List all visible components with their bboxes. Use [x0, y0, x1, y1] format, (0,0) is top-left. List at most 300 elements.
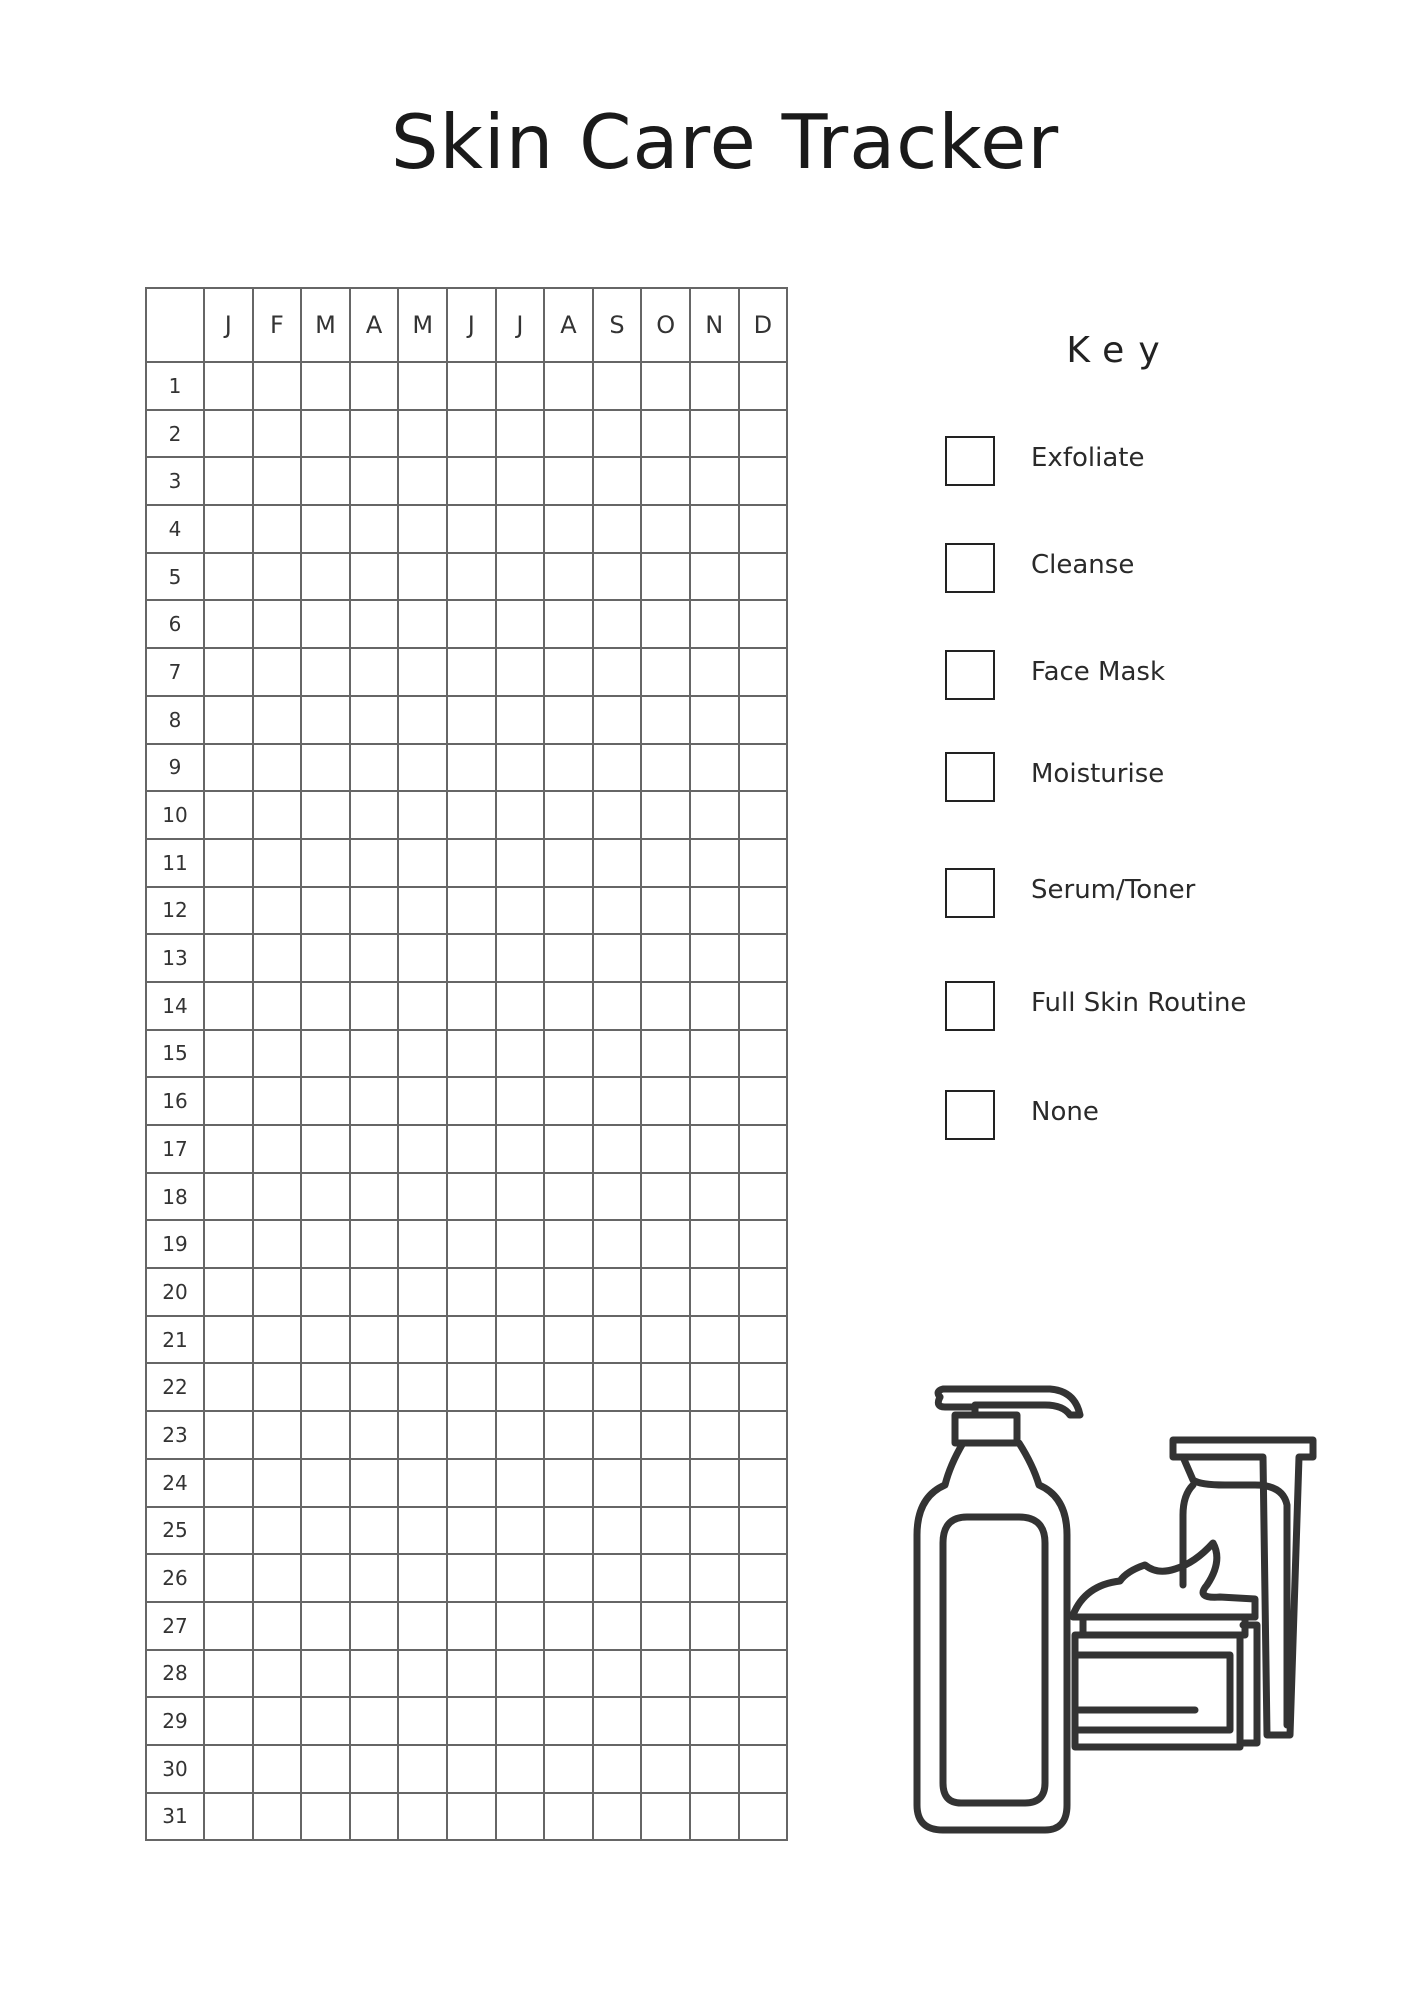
tracker-cell[interactable]: [593, 362, 642, 410]
tracker-cell[interactable]: [253, 1220, 302, 1268]
tracker-cell[interactable]: [204, 1125, 253, 1173]
tracker-cell[interactable]: [301, 505, 350, 553]
tracker-cell[interactable]: [398, 744, 447, 792]
tracker-cell[interactable]: [496, 553, 545, 601]
tracker-cell[interactable]: [301, 600, 350, 648]
tracker-cell[interactable]: [593, 1602, 642, 1650]
tracker-cell[interactable]: [739, 696, 788, 744]
tracker-cell[interactable]: [496, 1650, 545, 1698]
tracker-cell[interactable]: [447, 1650, 496, 1698]
tracker-cell[interactable]: [690, 1125, 739, 1173]
tracker-cell[interactable]: [544, 1220, 593, 1268]
tracker-cell[interactable]: [398, 934, 447, 982]
key-checkbox[interactable]: [945, 981, 995, 1031]
tracker-cell[interactable]: [204, 839, 253, 887]
tracker-cell[interactable]: [496, 600, 545, 648]
tracker-cell[interactable]: [204, 1459, 253, 1507]
tracker-cell[interactable]: [301, 696, 350, 744]
tracker-cell[interactable]: [398, 1459, 447, 1507]
tracker-cell[interactable]: [301, 1650, 350, 1698]
tracker-cell[interactable]: [739, 1554, 788, 1602]
tracker-cell[interactable]: [690, 982, 739, 1030]
tracker-cell[interactable]: [350, 1745, 399, 1793]
tracker-cell[interactable]: [641, 1697, 690, 1745]
tracker-cell[interactable]: [204, 982, 253, 1030]
tracker-cell[interactable]: [690, 1411, 739, 1459]
tracker-cell[interactable]: [398, 1077, 447, 1125]
tracker-cell[interactable]: [544, 410, 593, 458]
tracker-cell[interactable]: [350, 934, 399, 982]
tracker-cell[interactable]: [204, 791, 253, 839]
tracker-cell[interactable]: [398, 553, 447, 601]
tracker-cell[interactable]: [496, 1793, 545, 1841]
tracker-cell[interactable]: [544, 1316, 593, 1364]
tracker-cell[interactable]: [739, 1030, 788, 1078]
tracker-cell[interactable]: [350, 1220, 399, 1268]
tracker-cell[interactable]: [447, 1077, 496, 1125]
tracker-cell[interactable]: [690, 696, 739, 744]
tracker-cell[interactable]: [641, 887, 690, 935]
tracker-cell[interactable]: [739, 1411, 788, 1459]
tracker-cell[interactable]: [204, 600, 253, 648]
tracker-cell[interactable]: [447, 1220, 496, 1268]
tracker-cell[interactable]: [690, 600, 739, 648]
tracker-cell[interactable]: [496, 839, 545, 887]
tracker-cell[interactable]: [739, 744, 788, 792]
tracker-cell[interactable]: [253, 1697, 302, 1745]
tracker-cell[interactable]: [544, 648, 593, 696]
tracker-cell[interactable]: [593, 934, 642, 982]
tracker-cell[interactable]: [398, 1697, 447, 1745]
tracker-cell[interactable]: [641, 1316, 690, 1364]
tracker-cell[interactable]: [739, 1173, 788, 1221]
tracker-cell[interactable]: [301, 1268, 350, 1316]
tracker-cell[interactable]: [301, 553, 350, 601]
tracker-cell[interactable]: [204, 1650, 253, 1698]
tracker-cell[interactable]: [350, 362, 399, 410]
tracker-cell[interactable]: [641, 1125, 690, 1173]
tracker-cell[interactable]: [593, 839, 642, 887]
tracker-cell[interactable]: [496, 791, 545, 839]
tracker-cell[interactable]: [398, 1220, 447, 1268]
tracker-cell[interactable]: [253, 934, 302, 982]
tracker-cell[interactable]: [496, 1125, 545, 1173]
tracker-cell[interactable]: [253, 696, 302, 744]
tracker-cell[interactable]: [690, 410, 739, 458]
tracker-cell[interactable]: [593, 410, 642, 458]
tracker-cell[interactable]: [253, 1793, 302, 1841]
tracker-cell[interactable]: [641, 744, 690, 792]
tracker-cell[interactable]: [204, 934, 253, 982]
tracker-cell[interactable]: [690, 1268, 739, 1316]
tracker-cell[interactable]: [398, 1793, 447, 1841]
tracker-cell[interactable]: [739, 553, 788, 601]
tracker-cell[interactable]: [641, 1268, 690, 1316]
tracker-cell[interactable]: [350, 696, 399, 744]
tracker-cell[interactable]: [496, 1411, 545, 1459]
tracker-cell[interactable]: [544, 600, 593, 648]
tracker-cell[interactable]: [204, 1030, 253, 1078]
tracker-cell[interactable]: [350, 505, 399, 553]
tracker-cell[interactable]: [544, 505, 593, 553]
tracker-cell[interactable]: [690, 1030, 739, 1078]
tracker-cell[interactable]: [301, 1030, 350, 1078]
tracker-cell[interactable]: [544, 1030, 593, 1078]
tracker-cell[interactable]: [301, 791, 350, 839]
tracker-cell[interactable]: [398, 696, 447, 744]
tracker-cell[interactable]: [301, 410, 350, 458]
tracker-cell[interactable]: [690, 1650, 739, 1698]
tracker-cell[interactable]: [447, 1697, 496, 1745]
tracker-cell[interactable]: [544, 982, 593, 1030]
tracker-cell[interactable]: [204, 553, 253, 601]
tracker-cell[interactable]: [253, 1650, 302, 1698]
tracker-cell[interactable]: [204, 1554, 253, 1602]
tracker-cell[interactable]: [301, 934, 350, 982]
tracker-cell[interactable]: [350, 1030, 399, 1078]
tracker-cell[interactable]: [593, 1316, 642, 1364]
tracker-cell[interactable]: [496, 1459, 545, 1507]
tracker-cell[interactable]: [641, 1220, 690, 1268]
tracker-cell[interactable]: [350, 1411, 399, 1459]
tracker-cell[interactable]: [204, 362, 253, 410]
tracker-cell[interactable]: [398, 457, 447, 505]
tracker-cell[interactable]: [496, 457, 545, 505]
tracker-cell[interactable]: [690, 1459, 739, 1507]
tracker-cell[interactable]: [544, 1697, 593, 1745]
tracker-cell[interactable]: [350, 1268, 399, 1316]
tracker-cell[interactable]: [690, 1793, 739, 1841]
tracker-cell[interactable]: [447, 887, 496, 935]
tracker-cell[interactable]: [253, 1459, 302, 1507]
tracker-cell[interactable]: [350, 600, 399, 648]
tracker-cell[interactable]: [593, 1077, 642, 1125]
tracker-cell[interactable]: [690, 839, 739, 887]
tracker-cell[interactable]: [641, 791, 690, 839]
tracker-cell[interactable]: [253, 648, 302, 696]
tracker-cell[interactable]: [690, 457, 739, 505]
tracker-cell[interactable]: [253, 1316, 302, 1364]
tracker-cell[interactable]: [204, 1602, 253, 1650]
tracker-cell[interactable]: [690, 1363, 739, 1411]
tracker-cell[interactable]: [641, 1459, 690, 1507]
tracker-cell[interactable]: [593, 1030, 642, 1078]
tracker-cell[interactable]: [739, 1650, 788, 1698]
tracker-cell[interactable]: [496, 982, 545, 1030]
tracker-cell[interactable]: [739, 600, 788, 648]
tracker-cell[interactable]: [204, 1316, 253, 1364]
tracker-cell[interactable]: [253, 1554, 302, 1602]
tracker-cell[interactable]: [496, 410, 545, 458]
tracker-cell[interactable]: [593, 1125, 642, 1173]
tracker-cell[interactable]: [739, 457, 788, 505]
tracker-cell[interactable]: [253, 1363, 302, 1411]
key-checkbox[interactable]: [945, 436, 995, 486]
tracker-cell[interactable]: [690, 1554, 739, 1602]
tracker-cell[interactable]: [739, 839, 788, 887]
tracker-cell[interactable]: [739, 791, 788, 839]
tracker-cell[interactable]: [690, 1507, 739, 1555]
tracker-cell[interactable]: [496, 1173, 545, 1221]
tracker-cell[interactable]: [641, 1030, 690, 1078]
tracker-cell[interactable]: [204, 648, 253, 696]
tracker-cell[interactable]: [593, 1745, 642, 1793]
tracker-cell[interactable]: [301, 1507, 350, 1555]
tracker-cell[interactable]: [447, 696, 496, 744]
tracker-cell[interactable]: [544, 1554, 593, 1602]
tracker-cell[interactable]: [690, 1602, 739, 1650]
tracker-cell[interactable]: [641, 1507, 690, 1555]
tracker-cell[interactable]: [544, 887, 593, 935]
tracker-cell[interactable]: [447, 1507, 496, 1555]
tracker-cell[interactable]: [253, 1173, 302, 1221]
tracker-cell[interactable]: [690, 1745, 739, 1793]
tracker-cell[interactable]: [301, 1411, 350, 1459]
tracker-cell[interactable]: [690, 362, 739, 410]
tracker-cell[interactable]: [350, 1697, 399, 1745]
tracker-cell[interactable]: [544, 362, 593, 410]
tracker-cell[interactable]: [447, 1602, 496, 1650]
tracker-cell[interactable]: [593, 600, 642, 648]
tracker-cell[interactable]: [253, 1030, 302, 1078]
tracker-cell[interactable]: [253, 1125, 302, 1173]
tracker-cell[interactable]: [301, 362, 350, 410]
tracker-cell[interactable]: [496, 1602, 545, 1650]
tracker-cell[interactable]: [447, 1745, 496, 1793]
tracker-cell[interactable]: [739, 982, 788, 1030]
tracker-cell[interactable]: [739, 934, 788, 982]
tracker-cell[interactable]: [350, 1507, 399, 1555]
tracker-cell[interactable]: [301, 1077, 350, 1125]
tracker-cell[interactable]: [593, 1507, 642, 1555]
key-checkbox[interactable]: [945, 868, 995, 918]
tracker-cell[interactable]: [301, 982, 350, 1030]
tracker-cell[interactable]: [204, 505, 253, 553]
tracker-cell[interactable]: [447, 1173, 496, 1221]
tracker-cell[interactable]: [204, 1268, 253, 1316]
tracker-cell[interactable]: [593, 744, 642, 792]
tracker-cell[interactable]: [447, 1030, 496, 1078]
tracker-cell[interactable]: [447, 1459, 496, 1507]
tracker-cell[interactable]: [253, 410, 302, 458]
tracker-cell[interactable]: [593, 1173, 642, 1221]
tracker-cell[interactable]: [593, 1459, 642, 1507]
tracker-cell[interactable]: [447, 600, 496, 648]
tracker-cell[interactable]: [641, 362, 690, 410]
tracker-cell[interactable]: [496, 362, 545, 410]
tracker-cell[interactable]: [301, 648, 350, 696]
tracker-cell[interactable]: [447, 1554, 496, 1602]
tracker-cell[interactable]: [496, 648, 545, 696]
tracker-cell[interactable]: [641, 1793, 690, 1841]
tracker-cell[interactable]: [544, 1363, 593, 1411]
tracker-cell[interactable]: [398, 1411, 447, 1459]
tracker-cell[interactable]: [690, 505, 739, 553]
tracker-cell[interactable]: [690, 744, 739, 792]
tracker-cell[interactable]: [398, 1363, 447, 1411]
tracker-cell[interactable]: [739, 887, 788, 935]
tracker-cell[interactable]: [398, 1316, 447, 1364]
key-checkbox[interactable]: [945, 543, 995, 593]
tracker-cell[interactable]: [690, 934, 739, 982]
tracker-cell[interactable]: [496, 1554, 545, 1602]
tracker-cell[interactable]: [253, 1507, 302, 1555]
tracker-cell[interactable]: [447, 505, 496, 553]
tracker-cell[interactable]: [398, 1125, 447, 1173]
tracker-cell[interactable]: [593, 1268, 642, 1316]
tracker-cell[interactable]: [253, 1411, 302, 1459]
tracker-cell[interactable]: [301, 1363, 350, 1411]
tracker-cell[interactable]: [204, 410, 253, 458]
tracker-cell[interactable]: [301, 1173, 350, 1221]
tracker-cell[interactable]: [544, 553, 593, 601]
tracker-cell[interactable]: [496, 1697, 545, 1745]
tracker-cell[interactable]: [496, 1077, 545, 1125]
tracker-cell[interactable]: [641, 1363, 690, 1411]
tracker-cell[interactable]: [204, 1173, 253, 1221]
tracker-cell[interactable]: [398, 1602, 447, 1650]
tracker-cell[interactable]: [496, 1030, 545, 1078]
tracker-cell[interactable]: [398, 600, 447, 648]
tracker-cell[interactable]: [204, 1363, 253, 1411]
tracker-cell[interactable]: [593, 553, 642, 601]
tracker-cell[interactable]: [739, 1316, 788, 1364]
tracker-cell[interactable]: [204, 1793, 253, 1841]
tracker-cell[interactable]: [739, 1363, 788, 1411]
tracker-cell[interactable]: [350, 1077, 399, 1125]
tracker-cell[interactable]: [301, 1459, 350, 1507]
tracker-cell[interactable]: [447, 744, 496, 792]
key-checkbox[interactable]: [945, 650, 995, 700]
tracker-cell[interactable]: [544, 1793, 593, 1841]
tracker-cell[interactable]: [593, 1363, 642, 1411]
tracker-cell[interactable]: [447, 1125, 496, 1173]
tracker-cell[interactable]: [301, 1793, 350, 1841]
tracker-cell[interactable]: [398, 362, 447, 410]
tracker-cell[interactable]: [350, 1173, 399, 1221]
tracker-cell[interactable]: [641, 410, 690, 458]
tracker-cell[interactable]: [398, 505, 447, 553]
tracker-cell[interactable]: [641, 839, 690, 887]
tracker-cell[interactable]: [301, 887, 350, 935]
tracker-cell[interactable]: [253, 505, 302, 553]
tracker-cell[interactable]: [253, 791, 302, 839]
tracker-cell[interactable]: [447, 982, 496, 1030]
tracker-cell[interactable]: [301, 457, 350, 505]
tracker-cell[interactable]: [739, 1745, 788, 1793]
tracker-cell[interactable]: [204, 696, 253, 744]
tracker-cell[interactable]: [690, 1220, 739, 1268]
tracker-cell[interactable]: [496, 1507, 545, 1555]
tracker-cell[interactable]: [301, 1745, 350, 1793]
tracker-cell[interactable]: [690, 648, 739, 696]
tracker-cell[interactable]: [350, 887, 399, 935]
tracker-cell[interactable]: [447, 1268, 496, 1316]
tracker-cell[interactable]: [690, 1173, 739, 1221]
tracker-cell[interactable]: [350, 744, 399, 792]
tracker-cell[interactable]: [593, 1697, 642, 1745]
tracker-cell[interactable]: [350, 410, 399, 458]
tracker-cell[interactable]: [544, 457, 593, 505]
tracker-cell[interactable]: [544, 1650, 593, 1698]
tracker-cell[interactable]: [544, 839, 593, 887]
tracker-cell[interactable]: [641, 1650, 690, 1698]
tracker-cell[interactable]: [447, 457, 496, 505]
tracker-cell[interactable]: [447, 791, 496, 839]
tracker-cell[interactable]: [350, 1554, 399, 1602]
tracker-cell[interactable]: [398, 648, 447, 696]
tracker-cell[interactable]: [739, 1459, 788, 1507]
tracker-cell[interactable]: [593, 696, 642, 744]
tracker-cell[interactable]: [253, 1077, 302, 1125]
tracker-cell[interactable]: [204, 1697, 253, 1745]
tracker-cell[interactable]: [544, 791, 593, 839]
tracker-cell[interactable]: [593, 1793, 642, 1841]
tracker-cell[interactable]: [398, 410, 447, 458]
tracker-cell[interactable]: [350, 1316, 399, 1364]
tracker-cell[interactable]: [641, 1602, 690, 1650]
tracker-cell[interactable]: [739, 1220, 788, 1268]
tracker-cell[interactable]: [350, 1459, 399, 1507]
tracker-cell[interactable]: [253, 839, 302, 887]
tracker-cell[interactable]: [447, 839, 496, 887]
tracker-cell[interactable]: [641, 1173, 690, 1221]
tracker-cell[interactable]: [204, 1745, 253, 1793]
key-checkbox[interactable]: [945, 752, 995, 802]
tracker-cell[interactable]: [739, 1697, 788, 1745]
tracker-cell[interactable]: [690, 1316, 739, 1364]
tracker-cell[interactable]: [593, 1411, 642, 1459]
tracker-cell[interactable]: [690, 791, 739, 839]
tracker-cell[interactable]: [301, 1554, 350, 1602]
tracker-cell[interactable]: [593, 1554, 642, 1602]
tracker-cell[interactable]: [301, 1697, 350, 1745]
tracker-cell[interactable]: [253, 362, 302, 410]
tracker-cell[interactable]: [301, 1602, 350, 1650]
tracker-cell[interactable]: [447, 1793, 496, 1841]
tracker-cell[interactable]: [350, 648, 399, 696]
tracker-cell[interactable]: [398, 1268, 447, 1316]
tracker-cell[interactable]: [690, 553, 739, 601]
tracker-cell[interactable]: [739, 1125, 788, 1173]
tracker-cell[interactable]: [690, 1077, 739, 1125]
tracker-cell[interactable]: [204, 1220, 253, 1268]
tracker-cell[interactable]: [204, 457, 253, 505]
tracker-cell[interactable]: [739, 1077, 788, 1125]
tracker-cell[interactable]: [447, 1411, 496, 1459]
tracker-cell[interactable]: [398, 1554, 447, 1602]
tracker-cell[interactable]: [641, 553, 690, 601]
tracker-cell[interactable]: [544, 744, 593, 792]
tracker-cell[interactable]: [690, 1697, 739, 1745]
tracker-cell[interactable]: [447, 410, 496, 458]
tracker-cell[interactable]: [641, 1745, 690, 1793]
tracker-cell[interactable]: [544, 1125, 593, 1173]
tracker-cell[interactable]: [301, 1125, 350, 1173]
tracker-cell[interactable]: [641, 1554, 690, 1602]
tracker-cell[interactable]: [544, 1268, 593, 1316]
tracker-cell[interactable]: [641, 934, 690, 982]
tracker-cell[interactable]: [398, 982, 447, 1030]
tracker-cell[interactable]: [593, 1220, 642, 1268]
tracker-cell[interactable]: [350, 553, 399, 601]
tracker-cell[interactable]: [641, 648, 690, 696]
tracker-cell[interactable]: [398, 1030, 447, 1078]
tracker-cell[interactable]: [593, 791, 642, 839]
tracker-cell[interactable]: [350, 982, 399, 1030]
tracker-cell[interactable]: [301, 1220, 350, 1268]
tracker-cell[interactable]: [544, 934, 593, 982]
